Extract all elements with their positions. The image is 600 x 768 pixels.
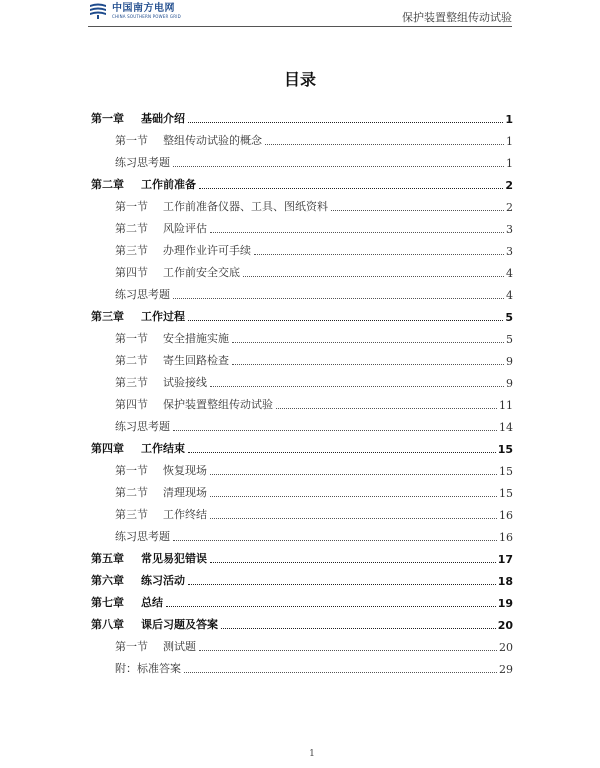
chapter-title: 工作结束	[141, 442, 185, 455]
toc-page-number: 3	[506, 223, 513, 236]
section-title: 测试题	[163, 640, 196, 653]
toc-entry-label	[115, 264, 240, 280]
toc-entry-label	[115, 396, 273, 412]
toc-entry-label	[115, 132, 262, 148]
chapter-number: 第七章	[91, 596, 124, 609]
toc-page-number: 14	[499, 421, 513, 434]
section-title: 清理现场	[163, 486, 207, 499]
toc-entry-label	[115, 220, 207, 236]
toc-entry-exercise[interactable]	[91, 412, 513, 434]
chapter-number: 第三章	[91, 310, 124, 323]
logo-english-name: CHINA SOUTHERN POWER GRID	[112, 13, 181, 19]
page-number: 1	[309, 749, 315, 759]
toc-entry-section[interactable]	[91, 236, 513, 258]
table-of-contents	[91, 104, 513, 676]
dot-leader	[166, 605, 496, 607]
toc-entry-section[interactable]	[91, 324, 513, 346]
toc-entry-chapter[interactable]	[91, 302, 513, 324]
toc-page-number: 15	[499, 465, 513, 478]
document-title: 保护装置整组传动试验	[402, 11, 512, 24]
toc-entry-section[interactable]	[91, 368, 513, 390]
section-number: 第一节	[115, 640, 148, 653]
toc-entry-label	[91, 550, 207, 566]
toc-page-number: 29	[499, 663, 513, 676]
toc-entry-label	[115, 462, 207, 478]
toc-entry-section[interactable]	[91, 456, 513, 478]
dot-leader	[265, 143, 504, 145]
dot-leader	[210, 231, 504, 233]
dot-leader	[188, 451, 496, 453]
section-title: 工作前准备仪器、工具、图纸资料	[163, 200, 328, 213]
toc-page-number: 5	[506, 333, 513, 346]
chapter-title: 基础介绍	[141, 112, 185, 125]
toc-page-number: 16	[499, 509, 513, 522]
section-number: 第一节	[115, 332, 148, 345]
toc-page-number: 17	[497, 553, 513, 566]
section-title: 保护装置整组传动试验	[163, 398, 273, 411]
toc-heading: 目录	[283, 70, 316, 89]
toc-page-number: 2	[505, 179, 513, 192]
exercise-title: 练习思考题	[115, 420, 170, 433]
toc-entry-label	[115, 528, 170, 544]
toc-page-number: 20	[499, 641, 513, 654]
dot-leader	[210, 473, 497, 475]
toc-page-number: 9	[506, 377, 513, 390]
chapter-number: 第六章	[91, 574, 124, 587]
dot-leader	[232, 341, 504, 343]
dot-leader	[210, 495, 497, 497]
toc-entry-appendix[interactable]	[91, 654, 513, 676]
toc-entry-label	[91, 176, 196, 192]
toc-page-number: 2	[506, 201, 513, 214]
chapter-number: 第四章	[91, 442, 124, 455]
dot-leader	[173, 429, 497, 431]
chapter-title: 常见易犯错误	[141, 552, 207, 565]
dot-leader	[221, 627, 496, 629]
toc-entry-label	[91, 440, 185, 456]
chapter-number: 第八章	[91, 618, 124, 631]
toc-entry-chapter[interactable]	[91, 434, 513, 456]
toc-page-number: 3	[506, 245, 513, 258]
dot-leader	[276, 407, 497, 409]
dot-leader	[210, 385, 504, 387]
section-title: 工作终结	[163, 508, 207, 521]
section-number: 第二节	[115, 222, 148, 235]
toc-entry-chapter[interactable]	[91, 566, 513, 588]
toc-entry-label	[91, 110, 185, 126]
section-number: 第三节	[115, 376, 148, 389]
toc-page-number: 15	[497, 443, 513, 456]
toc-entry-label	[91, 572, 185, 588]
dot-leader	[210, 517, 497, 519]
toc-page-number: 16	[499, 531, 513, 544]
toc-entry-exercise[interactable]	[91, 148, 513, 170]
section-number: 第二节	[115, 486, 148, 499]
section-title: 恢复现场	[163, 464, 207, 477]
toc-entry-label	[115, 242, 251, 258]
power-grid-logo-icon	[88, 2, 108, 20]
toc-entry-section[interactable]	[91, 478, 513, 500]
toc-page-number: 1	[506, 157, 513, 170]
section-title: 办理作业许可手续	[163, 244, 251, 257]
section-title: 风险评估	[163, 222, 207, 235]
toc-entry-label	[91, 616, 218, 632]
toc-entry-label	[115, 352, 229, 368]
dot-leader	[173, 165, 504, 167]
toc-entry-section[interactable]	[91, 346, 513, 368]
toc-entry-chapter[interactable]	[91, 104, 513, 126]
toc-entry-exercise[interactable]	[91, 522, 513, 544]
toc-page-number: 4	[506, 267, 513, 280]
dot-leader	[243, 275, 504, 277]
chapter-number: 第五章	[91, 552, 124, 565]
toc-entry-label	[115, 154, 170, 170]
toc-entry-label	[115, 286, 170, 302]
section-number: 第四节	[115, 266, 148, 279]
dot-leader	[188, 583, 496, 585]
toc-entry-chapter[interactable]	[91, 588, 513, 610]
dot-leader	[199, 649, 497, 651]
chapter-title: 课后习题及答案	[141, 618, 218, 631]
toc-entry-chapter[interactable]	[91, 170, 513, 192]
section-number: 第四节	[115, 398, 148, 411]
toc-page-number: 18	[497, 575, 513, 588]
dot-leader	[232, 363, 504, 365]
section-number: 第一节	[115, 464, 148, 477]
chapter-number: 第二章	[91, 178, 124, 191]
section-number: 第一节	[115, 134, 148, 147]
section-title: 整组传动试验的概念	[163, 134, 262, 147]
toc-entry-label	[91, 308, 185, 324]
chapter-title: 工作前准备	[141, 178, 196, 191]
toc-page-number: 20	[497, 619, 513, 632]
section-number: 第三节	[115, 508, 148, 521]
dot-leader	[173, 297, 504, 299]
dot-leader	[199, 187, 503, 189]
toc-page-number: 15	[499, 487, 513, 500]
chapter-title: 工作过程	[141, 310, 185, 323]
chapter-title: 总结	[141, 596, 163, 609]
toc-entry-label	[91, 594, 163, 610]
toc-entry-section[interactable]	[91, 214, 513, 236]
exercise-title: 练习思考题	[115, 530, 170, 543]
toc-page-number: 1	[506, 135, 513, 148]
toc-entry-label	[115, 418, 170, 434]
section-title: 寄生回路检查	[163, 354, 229, 367]
toc-entry-chapter[interactable]	[91, 610, 513, 632]
dot-leader	[254, 253, 504, 255]
toc-entry-section[interactable]	[91, 500, 513, 522]
company-logo	[88, 0, 181, 22]
exercise-title: 练习思考题	[115, 288, 170, 301]
page-header	[0, 0, 600, 30]
toc-page-number: 11	[499, 399, 513, 412]
section-number: 第二节	[115, 354, 148, 367]
toc-page-number: 1	[505, 113, 513, 126]
toc-entry-label	[115, 330, 229, 346]
toc-entry-section[interactable]	[91, 126, 513, 148]
section-title: 试验接线	[163, 376, 207, 389]
toc-entry-exercise[interactable]	[91, 280, 513, 302]
toc-entry-label	[115, 660, 181, 676]
section-number: 第三节	[115, 244, 148, 257]
toc-page-number: 5	[505, 311, 513, 324]
dot-leader	[210, 561, 496, 563]
chapter-number: 第一章	[91, 112, 124, 125]
toc-page-number: 9	[506, 355, 513, 368]
toc-page-number: 4	[506, 289, 513, 302]
toc-entry-label	[115, 374, 207, 390]
toc-entry-section[interactable]	[91, 390, 513, 412]
toc-entry-label	[115, 484, 207, 500]
logo-chinese-name: 中国南方电网	[112, 2, 175, 14]
section-number: 第一节	[115, 200, 148, 213]
toc-entry-chapter[interactable]	[91, 544, 513, 566]
header-divider	[88, 26, 512, 27]
toc-entry-label	[115, 506, 207, 522]
dot-leader	[188, 121, 503, 123]
section-title: 工作前安全交底	[163, 266, 240, 279]
appendix-title: 附：标准答案	[115, 662, 181, 675]
dot-leader	[173, 539, 497, 541]
toc-entry-section[interactable]	[91, 258, 513, 280]
toc-entry-label	[115, 198, 328, 214]
dot-leader	[184, 671, 497, 673]
chapter-title: 练习活动	[141, 574, 185, 587]
toc-page-number: 19	[497, 597, 513, 610]
section-title: 安全措施实施	[163, 332, 229, 345]
exercise-title: 练习思考题	[115, 156, 170, 169]
dot-leader	[331, 209, 504, 211]
dot-leader	[188, 319, 503, 321]
toc-entry-section[interactable]	[91, 192, 513, 214]
toc-entry-section[interactable]	[91, 632, 513, 654]
toc-entry-label	[115, 638, 196, 654]
